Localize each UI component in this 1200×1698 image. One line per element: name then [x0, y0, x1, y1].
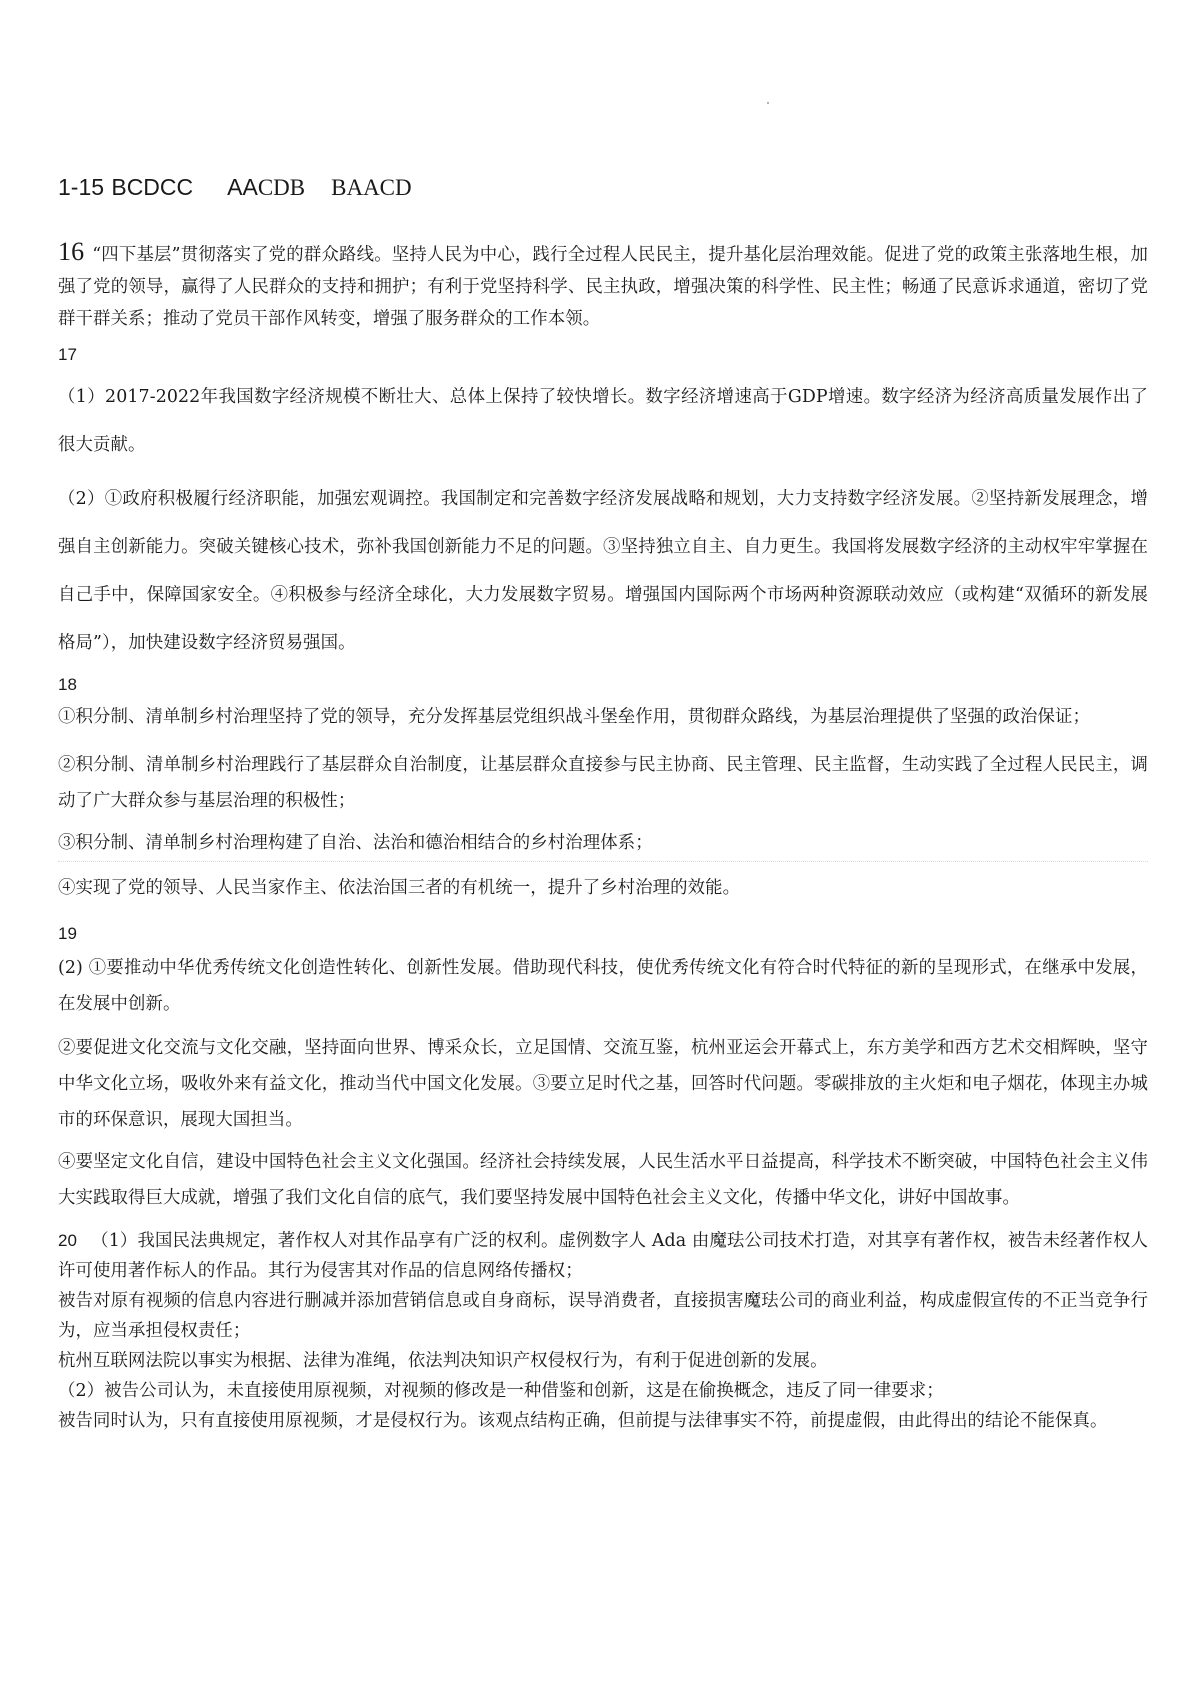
answers-group-3: BAACD — [331, 175, 412, 200]
question-number-17: 17 — [58, 345, 77, 364]
answer-18-point-4: ④实现了党的领导、人民当家作主、依法治国三者的有机统一，提升了乡村治理的效能。 — [58, 878, 741, 898]
question-number-20: 20 — [58, 1231, 78, 1250]
answer-20-part-1-text: （1）我国民法典规定，著作权人对其作品享有广泛的权利。虚例数字人 Ada 由魔珐公司技术打造，对其享有著作权，被告未经著作权人许可使用著作标人的作品。其行为侵害其对作品的信息网络传播权； — [58, 1231, 1148, 1281]
answer-19-point-2: ②要促进文化交流与文化交融，坚持面向世界、博采众长，立足国情、交流互鉴，杭州亚运会开幕式上，东方美学和西方艺术交相辉映，坚守中华文化立场，吸收外来有益文化，推动当代中国文化发展。③要立足时代之基，回答时代问题。零碳排放的主火炬和电子烟花，体现主办城市的环保意识，展现大国担当。 — [58, 1038, 1148, 1130]
answer-18-point-2: ②积分制、清单制乡村治理践行了基层群众自治制度，让基层群众直接参与民主协商、民主管理、民主监督，生动实践了全过程人民民主，调动了广大群众参与基层治理的积极性； — [58, 755, 1148, 811]
answer-20-part-1 — [58, 1226, 1148, 1286]
answer-19-point-1: (2) ①要推动中华优秀传统文化创造性转化、创新性发展。借助现代科技，使优秀传统文化有符合时代特征的新的呈现形式，在继承中发展，在发展中创新。 — [58, 958, 1148, 1014]
answer-19-point-3: ④要坚定文化自信，建设中国特色社会主义文化强国。经济社会持续发展，人民生活水平日益提高，科学技术不断突破，中国特色社会主义伟大实践取得巨大成就，增强了我们文化自信的底气，我们要坚持发展中国特色社会主义文化，传播中华文化，讲好中国故事。 — [58, 1152, 1148, 1208]
answer-16 — [58, 236, 1148, 335]
answers-group-2b: CDB — [257, 175, 306, 200]
scan-dot — [767, 102, 769, 104]
answer-17-part-2: （2）①政府积极履行经济职能，加强宏观调控。我国制定和完善数字经济发展战略和规划，大力支持数字经济发展。②坚持新发展理念，增强自主创新能力。突破关键核心技术，弥补我国创新能力不足的问题。③坚持独立自主、自力更生。我国将发展数字经济的主动权牢牢掌握在自己手中，保障国家安全。④积极参与经济全球化，大力发展数字贸易。增强国内国际两个市场两种资源联动效应（或构建“双循环的新发展格局”），加快建设数字经济贸易强国。 — [58, 489, 1148, 653]
question-number-19: 19 — [58, 924, 77, 943]
answer-18-point-1: ①积分制、清单制乡村治理坚持了党的领导，充分发挥基层党组织战斗堡垒作用，贯彻群众路线，为基层治理提供了坚强的政治保证； — [58, 707, 1090, 727]
answer-17-part-1: （1）2017-2022年我国数字经济规模不断壮大、总体上保持了较快增长。数字经济增速高于GDP增速。数字经济为经济高质量发展作出了很大贡献。 — [58, 387, 1148, 455]
answers-group-1: BCDCC — [111, 174, 194, 200]
answer-18-point-3: ③积分制、清单制乡村治理构建了自治、法治和德治相结合的乡村治理体系； — [58, 825, 1148, 862]
answer-20-part-3: 杭州互联网法院以事实为根据、法律为准绳，依法判决知识产权侵权行为，有利于促进创新的发展。 — [58, 1351, 828, 1371]
answer-20-part-4: （2）被告公司认为，未直接使用原视频，对视频的修改是一种借鉴和创新，这是在偷换概念，违反了同一律要求； — [58, 1381, 944, 1401]
answer-20-part-5: 被告同时认为，只有直接使用原视频，才是侵权行为。该观点结构正确，但前提与法律事实不符，前提虚假，由此得出的结论不能保真。 — [58, 1411, 1108, 1431]
answer-20-part-2: 被告对原有视频的信息内容进行删减并添加营销信息或自身商标，误导消费者，直接损害魔珐公司的商业利益，构成虚假宣传的不正当竞争行为，应当承担侵权责任； — [58, 1291, 1148, 1341]
answer-16-text: “四下基层”贯彻落实了党的群众路线。坚持人民为中心，践行全过程人民民主，提升基化层治理效能。促进了党的政策主张落地生根，加强了党的领导，赢得了人民群众的支持和拥护；有利于党坚持科学、民主执政，增强决策的科学性、民主性；畅通了民意诉求通道，密切了党群干群关系；推动了党员干部作风转变，增强了服务群众的工作本领。 — [58, 245, 1148, 329]
answer-content — [58, 168, 1148, 1436]
choice-answers — [58, 168, 1148, 206]
answers-group-2a: AA — [227, 174, 258, 200]
question-number-18: 18 — [58, 675, 77, 694]
question-number-16: 16 — [58, 237, 85, 266]
answers-range: 1-15 — [58, 174, 105, 200]
answers-group-2 — [227, 168, 305, 207]
